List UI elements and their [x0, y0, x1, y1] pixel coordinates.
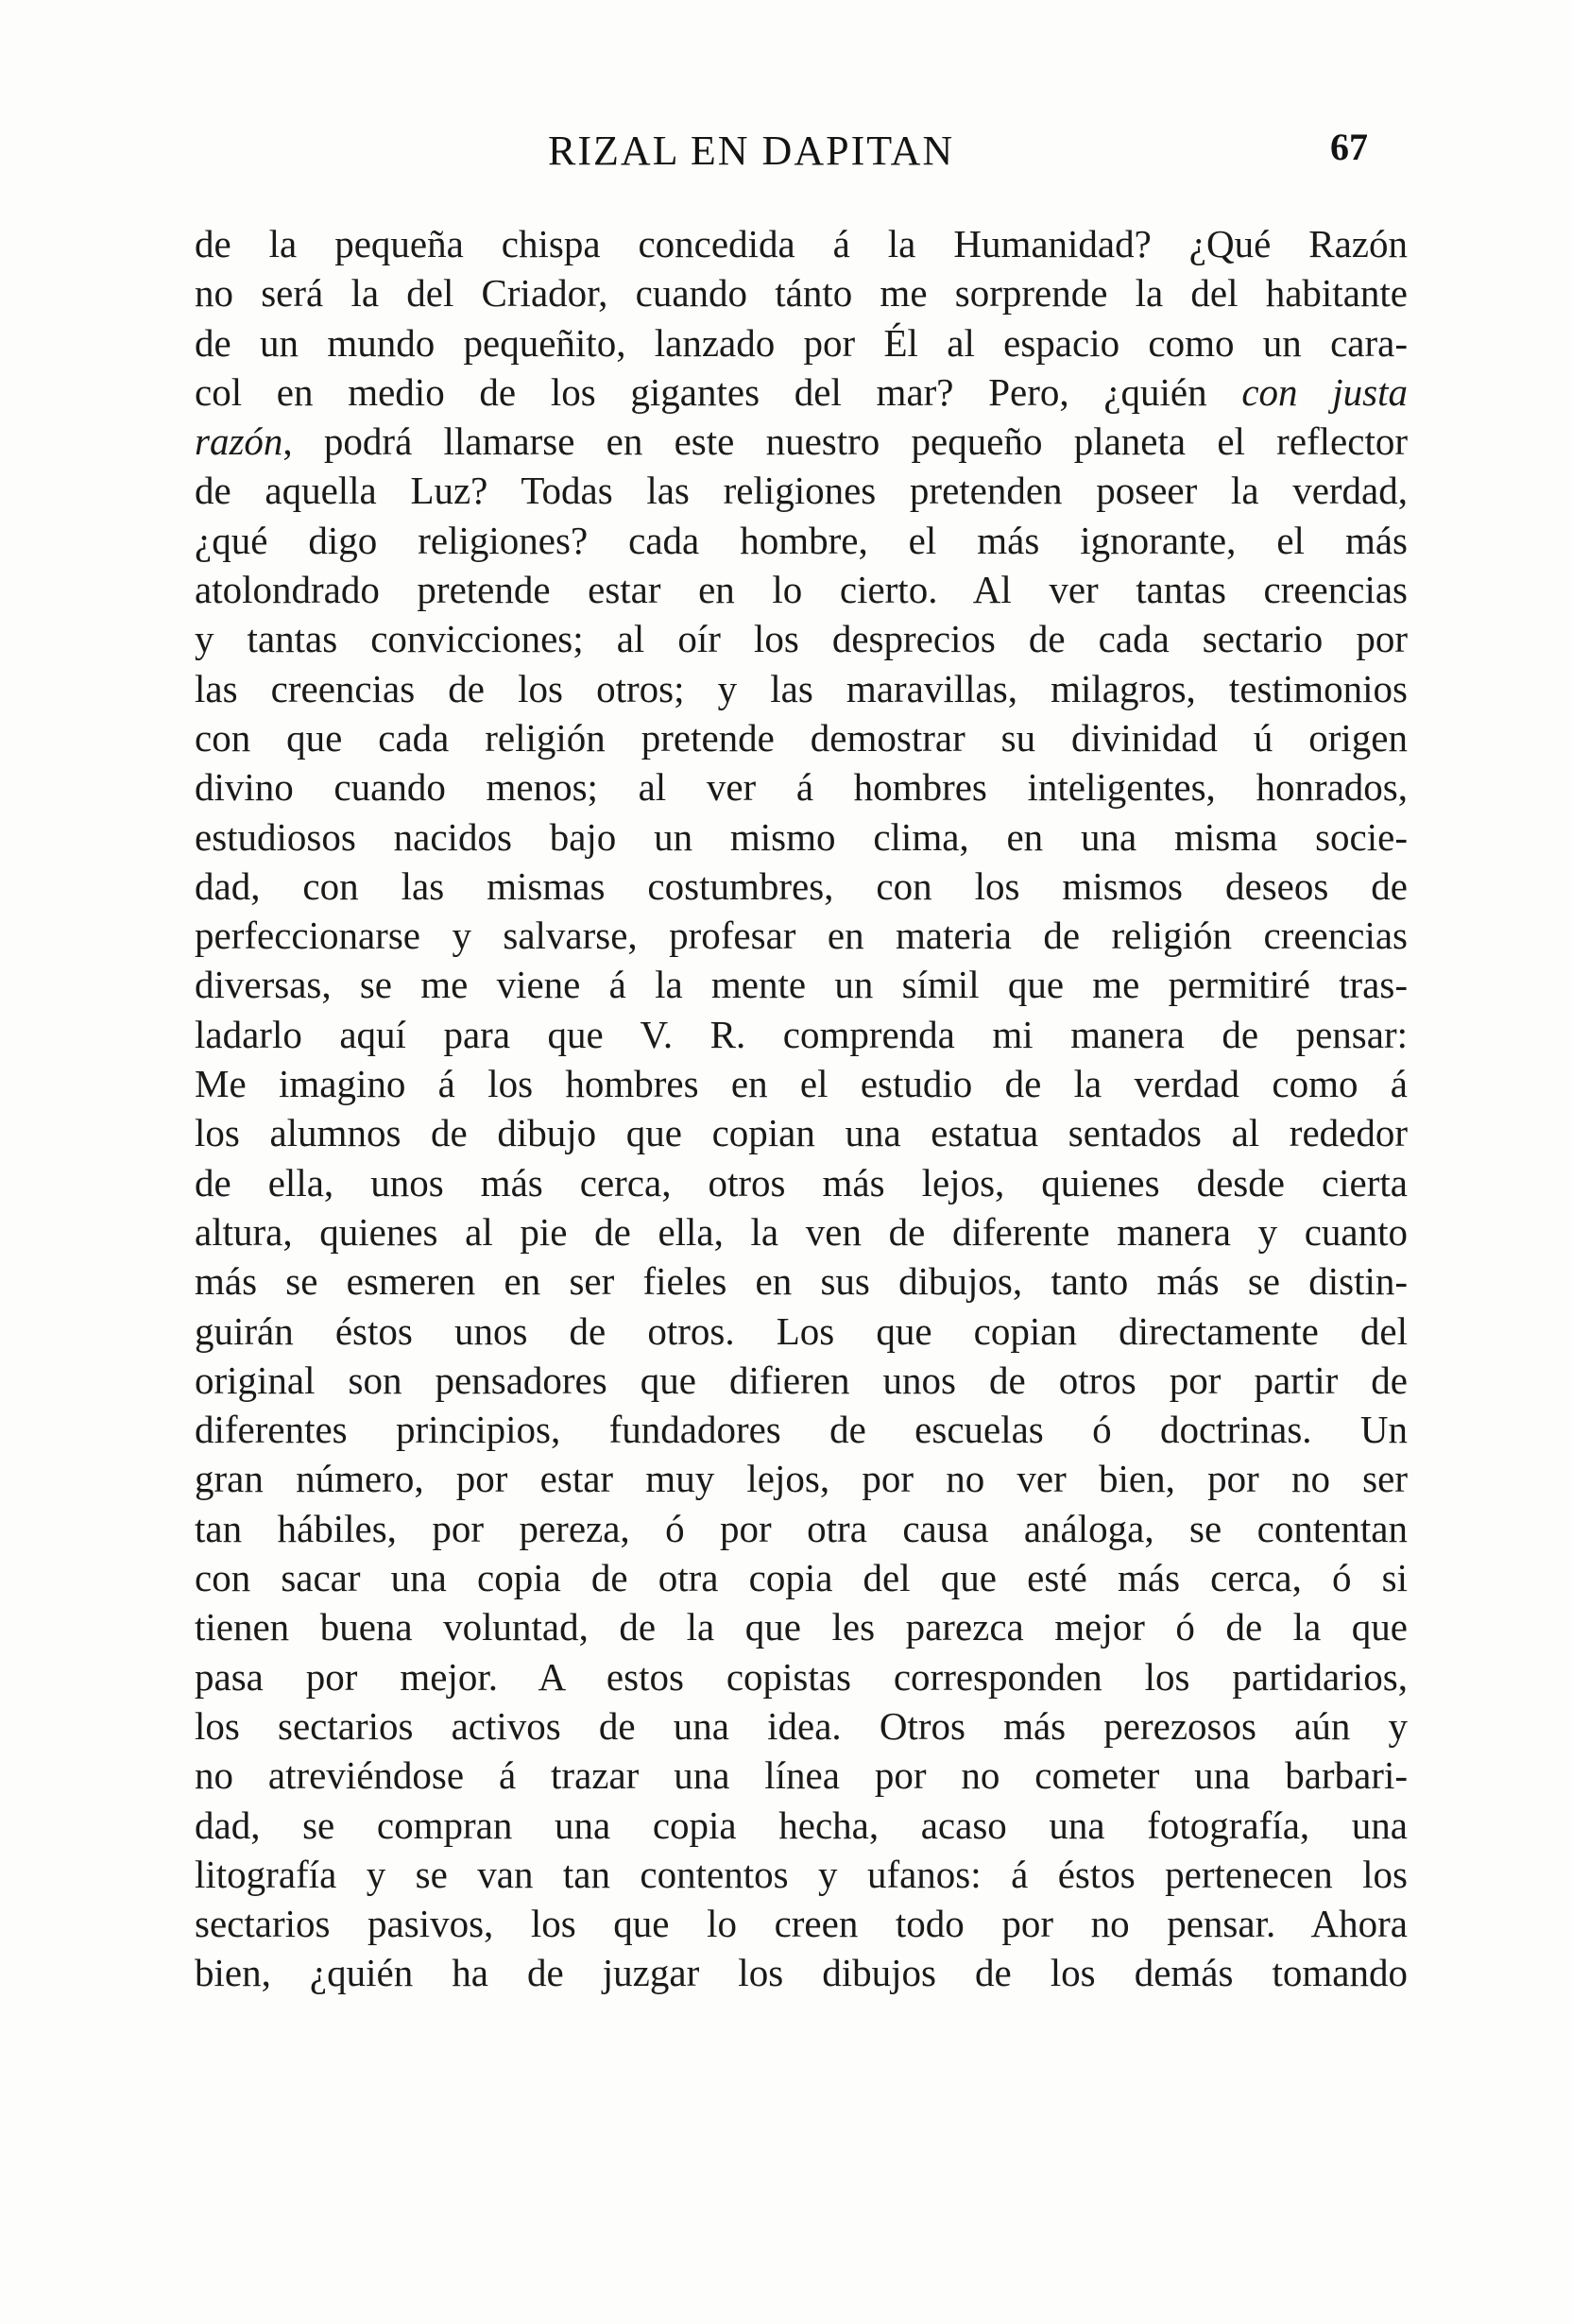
- text-line: [195, 1010, 1408, 1059]
- text-segment: de ella, unos más cerca, otros más lejos, quienes desde cierta: [195, 1160, 1408, 1205]
- text-segment: altura, quienes al pie de ella, la ven de diferente manera y cuanto: [195, 1209, 1408, 1254]
- text-segment: los sectarios activos de una idea. Otros más perezosos aún y: [195, 1703, 1408, 1748]
- text-line: [195, 1256, 1408, 1306]
- text-line: [195, 1652, 1408, 1701]
- text-line: [195, 466, 1408, 515]
- text-segment: col en medio de los gigantes del mar? Pero, ¿quién: [195, 369, 1242, 414]
- text-line: [195, 318, 1408, 367]
- text-line: [195, 417, 1408, 466]
- text-line: [195, 1307, 1408, 1356]
- text-line: [195, 1356, 1408, 1405]
- text-line: [195, 762, 1408, 812]
- text-segment: , podrá llamarse en este nuestro pequeño planeta el reflector: [282, 419, 1408, 464]
- text-segment: guirán éstos unos de otros. Los que copian directamente del: [195, 1308, 1408, 1353]
- text-segment: de un mundo pequeñito, lanzado por Él al espacio como un cara-: [195, 320, 1408, 365]
- text-line: [195, 1899, 1408, 1948]
- text-segment: las creencias de los otros; y las maravillas, milagros, testimonios: [195, 666, 1408, 710]
- page-number: 67: [1330, 126, 1368, 168]
- running-title: RIZAL EN DAPITAN: [548, 128, 955, 174]
- text-line: [195, 1801, 1408, 1850]
- text-line: [195, 713, 1408, 762]
- text-line: [195, 1504, 1408, 1553]
- text-segment: no será la del Criador, cuando tánto me sorprende la del habitante: [195, 271, 1408, 316]
- text-segment: diversas, se me viene á la mente un símil que me permitiré tras-: [195, 963, 1408, 1007]
- italic-phrase: razón: [195, 419, 283, 464]
- text-line: [195, 862, 1408, 911]
- text-segment: dad, se compran una copia hecha, acaso una fotografía, una: [195, 1803, 1408, 1847]
- text-line: [195, 565, 1408, 614]
- text-segment: con que cada religión pretende demostrar su divinidad ú origen: [195, 715, 1408, 760]
- text-segment: bien, ¿quién ha de juzgar los dibujos de los demás tomando: [195, 1951, 1408, 1995]
- text-segment: no atreviéndose á trazar una línea por no cometer una barbari-: [195, 1753, 1408, 1798]
- text-segment: y tantas convicciones; al oír los desprecios de cada sectario por: [195, 617, 1408, 661]
- text-line: [195, 812, 1408, 862]
- text-segment: perfeccionarse y salvarse, profesar en materia de religión creencias: [195, 914, 1408, 958]
- text-line: [195, 960, 1408, 1009]
- text-line: [195, 1059, 1408, 1108]
- text-line: [195, 1454, 1408, 1503]
- text-segment: tienen buena voluntad, de la que les parezca mejor ó de la que: [195, 1605, 1408, 1649]
- text-line: [195, 1751, 1408, 1800]
- text-segment: divino cuando menos; al ver á hombres inteligentes, honrados,: [195, 765, 1408, 810]
- text-line: [195, 1158, 1408, 1207]
- text-segment: estudiosos nacidos bajo un mismo clima, en una misma socie-: [195, 814, 1408, 859]
- text-segment: sectarios pasivos, los que lo creen todo por no pensar. Ahora: [195, 1902, 1408, 1946]
- text-segment: Me imagino á los hombres en el estudio de la verdad como á: [195, 1062, 1408, 1106]
- text-segment: ladarlo aquí para que V. R. comprenda mi manera de pensar:: [195, 1012, 1408, 1056]
- text-line: [195, 268, 1408, 317]
- text-segment: diferentes principios, fundadores de escuelas ó doctrinas. Un: [195, 1408, 1408, 1452]
- text-segment: ¿qué digo religiones? cada hombre, el más ignorante, el más: [195, 518, 1408, 562]
- italic-phrase: con justa: [1241, 369, 1408, 414]
- text-line: [195, 1602, 1408, 1651]
- text-segment: de aquella Luz? Todas las religiones pretenden poseer la verdad,: [195, 469, 1408, 513]
- text-line: [195, 1108, 1408, 1157]
- text-segment: atolondrado pretende estar en lo cierto. Al ver tantas creencias: [195, 568, 1408, 612]
- running-header: [0, 123, 1572, 179]
- text-segment: original son pensadores que difieren unos de otros por partir de: [195, 1358, 1408, 1402]
- text-segment: con sacar una copia de otra copia del que esté más cerca, ó si: [195, 1556, 1408, 1600]
- text-line: [195, 367, 1408, 417]
- text-segment: de la pequeña chispa concedida á la Humanidad? ¿Qué Razón: [195, 222, 1408, 265]
- text-line: [195, 664, 1408, 713]
- text-line: [195, 1405, 1408, 1454]
- text-segment: tan hábiles, por pereza, ó por otra causa análoga, se contentan: [195, 1506, 1408, 1550]
- text-segment: litografía y se van tan contentos y ufanos: á éstos pertenecen los: [195, 1852, 1408, 1896]
- text-line: [195, 614, 1408, 663]
- body-text: [195, 219, 1408, 1998]
- text-line: [195, 1948, 1408, 1997]
- text-line: [195, 911, 1408, 960]
- text-segment: dad, con las mismas costumbres, con los mismos deseos de: [195, 863, 1408, 908]
- text-segment: pasa por mejor. A estos copistas corresponden los partidarios,: [195, 1654, 1408, 1699]
- text-line: [195, 1701, 1408, 1751]
- text-line: [195, 1553, 1408, 1602]
- text-segment: gran número, por estar muy lejos, por no ver bien, por no ser: [195, 1457, 1408, 1501]
- text-line: [195, 1207, 1408, 1256]
- text-line: [195, 1850, 1408, 1899]
- text-segment: más se esmeren en ser fieles en sus dibujos, tanto más se distin-: [195, 1259, 1408, 1304]
- text-line: [195, 516, 1408, 565]
- text-line: [195, 219, 1408, 268]
- text-segment: los alumnos de dibujo que copian una estatua sentados al rededor: [195, 1111, 1408, 1155]
